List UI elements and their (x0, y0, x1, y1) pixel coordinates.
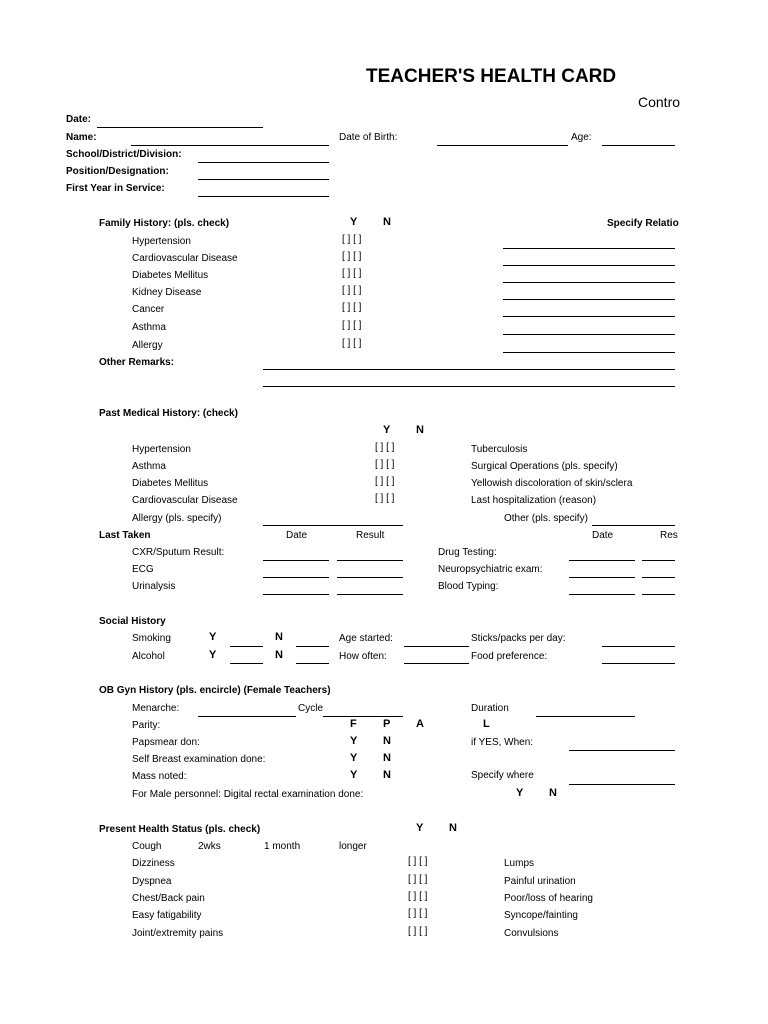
age-started-field[interactable] (404, 646, 469, 647)
smoking-n[interactable]: N (275, 631, 283, 643)
allergy-specify-field[interactable] (263, 525, 403, 526)
sticks-field[interactable] (602, 646, 675, 647)
other-remarks-field[interactable] (263, 369, 675, 370)
alcohol-label: Alcohol (132, 651, 165, 662)
specify-relation-header: Specify Relatio (607, 218, 679, 229)
test-date-field[interactable] (263, 560, 329, 561)
smoking-y[interactable]: Y (209, 631, 217, 643)
family-item: Cardiovascular Disease (132, 253, 238, 264)
past-item: Diabetes Mellitus (132, 478, 209, 489)
test-result-field[interactable] (337, 560, 403, 561)
relation-field[interactable] (503, 265, 675, 266)
test-date-field[interactable] (263, 594, 329, 595)
past-item-right: Surgical Operations (pls. specify) (471, 461, 618, 472)
dob-label: Date of Birth: (339, 132, 398, 143)
mass-noted-label: Mass noted: (132, 771, 187, 782)
date-label: Date: (66, 114, 92, 125)
first-year-label: First Year in Service: (66, 183, 165, 194)
symptom-checkbox[interactable]: [ ] [ ] (408, 908, 428, 919)
first-year-field[interactable] (198, 196, 329, 197)
family-checkbox[interactable]: [ ] [ ] (342, 338, 362, 349)
symptom-checkbox[interactable]: [ ] [ ] (408, 856, 428, 867)
past-item-right: Tuberculosis (471, 444, 528, 455)
social-history-heading: Social History (99, 616, 166, 627)
family-item: Hypertension (132, 236, 191, 247)
last-taken-result-header: Result (356, 530, 385, 541)
alcohol-y-field[interactable] (230, 663, 263, 664)
family-n-header: N (383, 216, 391, 228)
food-preference-field[interactable] (602, 663, 675, 664)
symptom-item-right: Poor/loss of hearing (504, 893, 593, 904)
age-label: Age: (571, 132, 592, 143)
symptom-item-right: Convulsions (504, 928, 559, 939)
alcohol-n-field[interactable] (296, 663, 329, 664)
last-taken-date-header-2: Date (592, 530, 614, 541)
other-specify-field[interactable] (592, 525, 675, 526)
present-y-header: Y (416, 822, 424, 834)
relation-field[interactable] (503, 334, 675, 335)
page-title: TEACHER'S HEALTH CARD (366, 66, 617, 87)
test-date-field-right[interactable] (569, 577, 635, 578)
symptom-item: Dyspnea (132, 876, 172, 887)
family-item: Diabetes Mellitus (132, 270, 209, 281)
parity-a[interactable]: A (416, 718, 424, 730)
age-field[interactable] (602, 145, 675, 146)
last-taken-heading: Last Taken (99, 530, 151, 541)
parity-p[interactable]: P (383, 718, 391, 730)
parity-l[interactable]: L (483, 718, 490, 730)
smoking-n-field[interactable] (296, 646, 329, 647)
past-item-right: Yellowish discoloration of skin/sclera (471, 478, 633, 489)
name-field[interactable] (131, 145, 329, 146)
test-result-field[interactable] (337, 594, 403, 595)
family-checkbox[interactable]: [ ] [ ] (342, 320, 362, 331)
family-item: Asthma (132, 322, 166, 333)
past-item: Cardiovascular Disease (132, 495, 238, 506)
last-taken-result-header-2: Res (660, 530, 678, 541)
control-number-label: Contro (638, 94, 681, 110)
parity-label: Parity: (132, 720, 161, 731)
family-item: Allergy (132, 340, 163, 351)
allergy-specify-label: Allergy (pls. specify) (132, 513, 222, 524)
family-checkbox[interactable]: [ ] [ ] (342, 302, 362, 313)
past-checkbox[interactable]: [ ] [ ] (375, 493, 395, 504)
cough-2wks[interactable]: 2wks (198, 841, 221, 852)
how-often-label: How often: (339, 651, 387, 662)
symptom-checkbox[interactable]: [ ] [ ] (408, 891, 428, 902)
family-history-heading: Family History: (pls. check) (99, 218, 230, 229)
symptom-item-right: Lumps (504, 858, 535, 869)
present-n-header: N (449, 822, 457, 834)
how-often-field[interactable] (404, 663, 469, 664)
past-item: Hypertension (132, 444, 191, 455)
present-health-heading: Present Health Status (pls. check) (99, 824, 261, 835)
specify-where-field[interactable] (569, 784, 675, 785)
test-date-field[interactable] (263, 577, 329, 578)
cough-label: Cough (132, 841, 162, 852)
menarche-field[interactable] (198, 716, 296, 717)
position-field[interactable] (198, 179, 329, 180)
duration-field[interactable] (536, 716, 635, 717)
family-item: Kidney Disease (132, 287, 202, 298)
symptom-checkbox[interactable]: [ ] [ ] (408, 926, 428, 937)
smoking-y-field[interactable] (230, 646, 263, 647)
other-specify-label: Other (pls. specify) (504, 513, 588, 524)
school-field[interactable] (198, 162, 329, 163)
test-label: Urinalysis (132, 581, 176, 592)
name-label: Name: (66, 132, 97, 143)
male-exam-label: For Male personnel: Digital rectal examination done: (132, 789, 364, 800)
relation-field[interactable] (503, 316, 675, 317)
test-result-field-right[interactable] (642, 577, 675, 578)
alcohol-y[interactable]: Y (209, 649, 217, 661)
male-exam-n[interactable]: N (549, 787, 557, 799)
last-taken-date-header: Date (286, 530, 308, 541)
symptom-item: Chest/Back pain (132, 893, 205, 904)
family-checkbox[interactable]: [ ] [ ] (342, 285, 362, 296)
relation-field[interactable] (503, 282, 675, 283)
if-yes-when-label: if YES, When: (471, 737, 534, 748)
past-checkbox[interactable]: [ ] [ ] (375, 459, 395, 470)
past-n-header: N (416, 424, 424, 436)
relation-field[interactable] (503, 352, 675, 353)
specify-where-label: Specify where (471, 770, 534, 781)
male-exam-y[interactable]: Y (516, 787, 524, 799)
test-label-right: Drug Testing: (438, 547, 497, 558)
sticks-label: Sticks/packs per day: (471, 633, 566, 644)
duration-label: Duration (471, 703, 509, 714)
test-label: CXR/Sputum Result: (132, 547, 225, 558)
position-label: Position/Designation: (66, 166, 169, 177)
food-preference-label: Food preference: (471, 651, 548, 662)
other-remarks-label: Other Remarks: (99, 357, 175, 368)
test-result-field-right[interactable] (642, 594, 675, 595)
smoking-label: Smoking (132, 633, 171, 644)
family-y-header: Y (350, 216, 358, 228)
breast-exam-y[interactable]: Y (350, 752, 358, 764)
symptom-checkbox[interactable]: [ ] [ ] (408, 874, 428, 885)
relation-field[interactable] (503, 248, 675, 249)
test-date-field-right[interactable] (569, 560, 635, 561)
papsmear-label: Papsmear don: (132, 737, 200, 748)
family-checkbox[interactable]: [ ] [ ] (342, 234, 362, 245)
alcohol-n[interactable]: N (275, 649, 283, 661)
age-started-label: Age started: (339, 633, 393, 644)
past-medical-heading: Past Medical History: (check) (99, 408, 238, 419)
symptom-item: Joint/extremity pains (132, 928, 224, 939)
breast-exam-label: Self Breast examination done: (132, 754, 266, 765)
test-label: ECG (132, 564, 154, 575)
parity-f[interactable]: F (350, 718, 357, 730)
breast-exam-n[interactable]: N (383, 752, 391, 764)
symptom-item: Dizziness (132, 858, 175, 869)
cough-1month[interactable]: 1 month (264, 841, 301, 852)
symptom-item-right: Syncope/fainting (504, 910, 578, 921)
papsmear-n[interactable]: N (383, 735, 391, 747)
papsmear-y[interactable]: Y (350, 735, 358, 747)
date-field[interactable] (97, 127, 263, 128)
past-y-header: Y (383, 424, 391, 436)
symptom-item-right: Painful urination (504, 876, 576, 887)
test-label-right: Blood Typing: (438, 581, 499, 592)
if-yes-when-field[interactable] (569, 750, 675, 751)
test-result-field[interactable] (337, 577, 403, 578)
ob-gyn-heading: OB Gyn History (pls. encircle) (Female Teachers) (99, 685, 331, 696)
mass-noted-y[interactable]: Y (350, 769, 358, 781)
cough-longer[interactable]: longer (339, 841, 367, 852)
past-item-right: Last hospitalization (reason) (471, 495, 597, 506)
test-date-field-right[interactable] (569, 594, 635, 595)
family-item: Cancer (132, 304, 165, 315)
past-item: Asthma (132, 461, 166, 472)
test-result-field-right[interactable] (642, 560, 675, 561)
cycle-field[interactable] (323, 716, 403, 717)
test-label-right: Neuropsychiatric exam: (438, 564, 543, 575)
family-checkbox[interactable]: [ ] [ ] (342, 251, 362, 262)
symptom-item: Easy fatigability (132, 910, 202, 921)
relation-field[interactable] (503, 299, 675, 300)
menarche-label: Menarche: (132, 703, 180, 714)
dob-field[interactable] (437, 145, 568, 146)
family-checkbox[interactable]: [ ] [ ] (342, 268, 362, 279)
school-label: School/District/Division: (66, 149, 182, 160)
past-checkbox[interactable]: [ ] [ ] (375, 476, 395, 487)
past-checkbox[interactable]: [ ] [ ] (375, 442, 395, 453)
other-remarks-field-2[interactable] (263, 386, 675, 387)
mass-noted-n[interactable]: N (383, 769, 391, 781)
cycle-label: Cycle (298, 703, 324, 714)
